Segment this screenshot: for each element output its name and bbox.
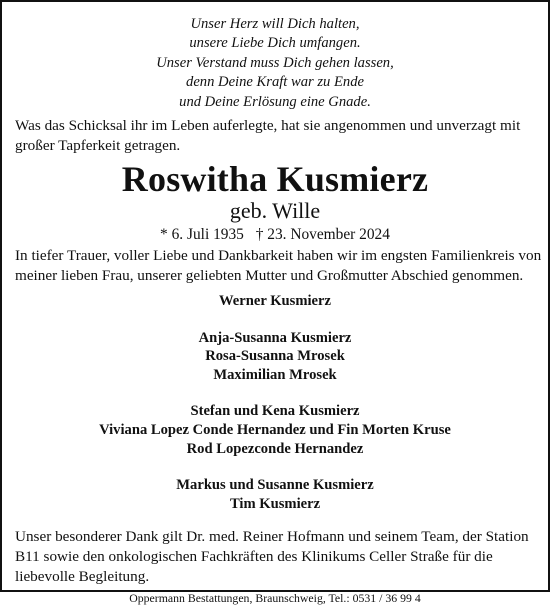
family-member: Werner Kusmierz [219,293,331,310]
family-member: Maximilian Mrosek [213,366,337,383]
family-member: Rod Lopezconde Hernandez [186,440,364,457]
family-member: Tim Kusmierz [229,495,321,512]
family-member: Stefan und Kena Kusmierz [190,403,360,420]
poem-line: und Deine Erlösung eine Gnade. [179,93,371,110]
family-group [8,402,542,458]
poem-line: Unser Verstand muss Dich gehen lassen, [156,54,394,71]
thanks-text: Unser besonderer Dank gilt Dr. med. Reiner Hofmann und seinem Team, der Station B11 sowie den onkologischen Fachkräften des Klinikums Celler Straße für die liebevolle Begleitung. [15,528,529,586]
poem [8,15,542,112]
death-date: † 23. November 2024 [255,226,390,244]
funeral-home-footer: Oppermann Bestattungen, Braunschweig, Tel.: 0531 / 36 99 4 [129,591,421,606]
poem-line: Unser Herz will Dich halten, [190,16,360,32]
birth-name: geb. Wille [229,198,321,224]
family-member: Rosa-Susanna Mrosek [205,348,345,365]
family-member: Markus und Susanne Kusmierz [176,477,374,494]
family-group [8,329,542,385]
deceased-name: Roswitha Kusmierz [121,159,429,200]
family-group [8,292,542,311]
family-group [8,476,542,513]
intro-text: Was das Schicksal ihr im Leben auferlegte, hat sie angenommen und unverzagt mit großer Tapferkeit getragen. [15,117,521,155]
birth-date: * 6. Juli 1935 [160,226,244,244]
family-member: Anja-Susanna Kusmierz [198,329,352,346]
life-dates [8,225,542,245]
poem-line: denn Deine Kraft war zu Ende [186,74,364,91]
poem-line: unsere Liebe Dich umfangen. [189,35,361,52]
family-member: Viviana Lopez Conde Hernandez und Fin Morten Kruse [99,422,451,438]
mourning-text: In tiefer Trauer, voller Liebe und Dankbarkeit haben wir im engsten Familienkreis von meiner lieben Frau, unserer geliebten Mutter und Großmutter Abschied genommen. [15,247,542,285]
